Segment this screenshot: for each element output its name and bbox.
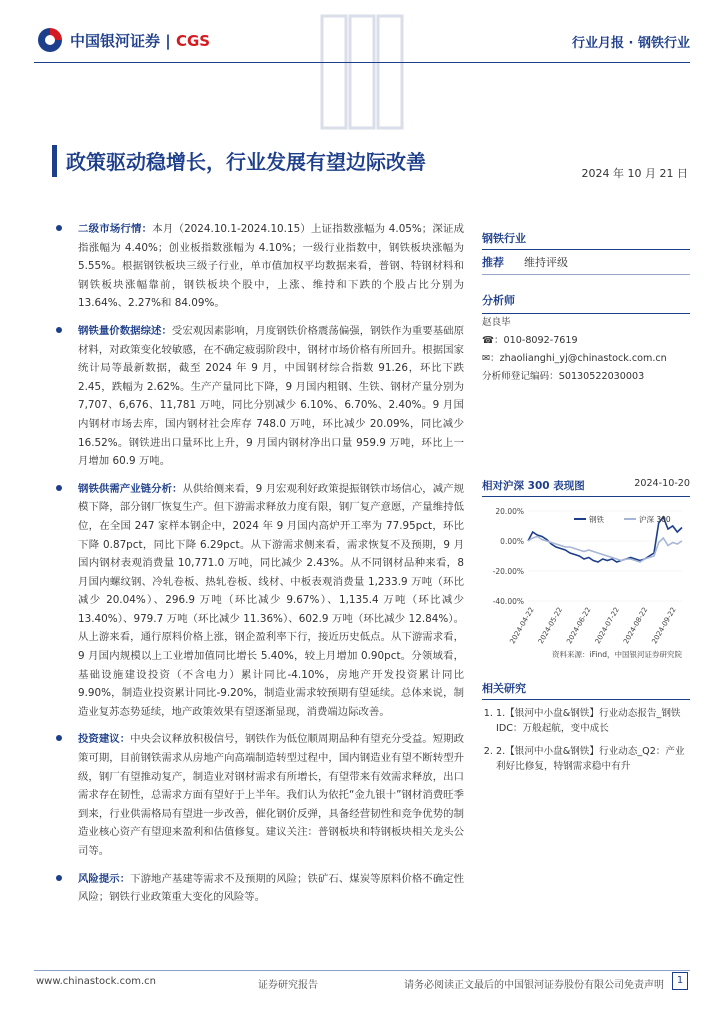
y-tick-label: 0.00% [500,537,524,546]
report-date: 2024 年 10 月 21 日 [581,167,688,180]
rating-label: 推荐 [482,256,504,269]
bullet-icon [56,875,62,881]
paragraph-risk: 风险提示：下游地产基建等需求不及预期的风险；铁矿石、煤炭等原料价格不确定性风险；钢铁行业政策重大变化的风险等。 [54,870,464,907]
paragraph-investment: 投资建议：中央会议释放积极信号，钢铁作为低位顺周期品种有望充分受益。短期政策可期，目前钢铁需求从房地产向高端制造转型过程中，国内钢造业有望不断转型升级，钢厂有望推动复产，制造业对钢材需求有所增长，有望带来有效需求释放，出口需求存在韧性，总需求方面有望好于上半年。我们认为依托“金九银十”钢材消费旺季到来，行业供需格局有望进一步改善，催化钢价反弹，具备经营韧性和竞争优势的制造业核心资产有望迎来盈利和估值修复。建议关注：普钢板块和特钢板块相关龙头公司等。 [54,730,464,860]
series-line-hs300 [528,537,682,563]
analyst-email[interactable]: ✉：zhaolianghi_yj@chinastock.com.cn [482,353,667,364]
chart-panel [482,478,690,665]
chart-source: 资料来源：iFind，中国银河证券研究院 [552,650,682,659]
x-tick-label: 2024-04-22 [508,606,536,646]
relative-performance-chart [482,497,690,662]
related-item[interactable]: 1. 1.【银河中小盘&钢铁】行业动态报告_钢铁 IDC：万般起航，变中成长 [496,706,690,736]
paragraph-price: 钢铁量价数据综述：受宏观因素影响，月度钢铁价格震荡偏强，钢铁作为重要基础原材料，对政策变化较敏感，在不确定疲弱阶段中，钢材市场价格有所回升。根据国家统计局等最新数据，截至 2024 年 9 月，中国钢材综合指数 91.26，环比下跌 2.45，跌幅为 2.62%。生产产量同比下降，9 月国内粗钢、生铁、钢材产量分别为 7,707、6,676、11,781 万吨，同比分别减少 6.10%、6.70%、2.40%。9 月国内钢材市场去库，国内钢材社会库存 748.0 万吨，环比减少 20.09%，同比减少 16.52%。钢铁进出口量环比上升，9 月国内钢材净出口量 959.9 万吨，环比上一月增加 60.9 万吨。 [54,322,464,471]
y-tick-label: -40.00% [492,597,524,606]
rating-row [482,250,690,275]
title-accent-bar [52,145,57,177]
analyst-cert: 分析师登记编码：S0130522030003 [482,371,645,382]
cgs-watermark [316,12,408,132]
bullet-icon [56,225,62,231]
chart-header [482,478,690,497]
y-tick-label: 20.00% [495,507,524,516]
footer-center: 证券研究报告 [258,980,318,991]
bullet-icon [56,735,62,741]
x-tick-label: 2024-07-22 [593,606,621,646]
analyst-name: 赵良毕 [482,317,511,328]
logo-text: 中国银河证券 | CGS [70,31,211,50]
company-logo [36,26,210,54]
chart-date: 2024-10-20 [634,478,690,489]
industry-label: 钢铁行业 [482,230,690,250]
legend-label: 钢铁 [589,515,604,524]
paragraph-supply-demand: 钢铁供需产业链分析：从供给侧来看，9 月宏观利好政策提振钢铁市场信心，减产规模下降，部分钢厂恢复生产。但下游需求释放力度有限，钢厂复产意愿，产量维持低位，在全国 247 家样本钢企中，2024 年 9 月国内高炉开工率为 77.95pct，环比下降 0.87pct，同比下降 6.29pct。从下游需求侧来看，需求恢复不及预期，9 月国内钢材表观消费量 10,771.0 万吨，同比减少 2.43%。从不同钢材品种来看，8 月国内螺纹钢、冷轧卷板、热轧卷板、线材、中板表观消费量 1,233.9 万吨（环比减少 20.04%）、296.9 万吨（环比减少 9.67%）、1,135.4 万吨（环比减少 13.40%）、979.7 万吨（环比减少 11.36%）、602.9 万吨（环比减少 12.84%）。从上游来看，通行原料价格上涨，钢企盈利率下行，接近历史低点。从下游需求看，9 月国内规模以上工业增加值同比增长 5.40%，较上月增加 0.90pct。分领域看，基础设施建设投资（不含电力）累计同比-4.10%，房地产开发投资累计同比 9.90%，制造业投资累计同比-9.20%，制造业需求较预期有望延续。总体来说，制造业复苏态势延续，地产政策效果有望逐渐显现，消费端边际改善。 [54,480,464,722]
analyst-phone: ☎：010-8092-7619 [482,335,578,346]
x-tick-label: 2024-05-22 [536,606,565,646]
sidebar-analyst [482,292,690,386]
y-tick-label: -20.00% [492,567,524,576]
paragraph-market: 二级市场行情：本月（2024.10.1-2024.10.15）上证指数涨幅为 4.05%；深证成指涨幅为 4.40%；创业板指数涨幅为 4.10%；一级行业指数中，钢铁板块涨幅为 5.55%。根据钢铁板块三级子行业，单市值加权平均数据来看，普钢、特钢材料和钢铁板块涨幅靠前，钢铁板块个股中，上涨、维持和下跌的个股占比分别为 13.64%、2.27%和 84.09%。 [54,220,464,313]
footer-divider [34,970,690,971]
sidebar-rating [482,230,690,275]
x-tick-label: 2024-06-22 [565,606,593,646]
bullet-icon [56,485,62,491]
related-heading: 相关研究 [482,680,690,700]
header-divider [34,62,690,63]
x-tick-label: 2024-09-22 [650,606,678,646]
main-content [54,220,464,916]
analyst-heading: 分析师 [482,292,690,314]
related-research [482,680,690,782]
bullet-icon [56,327,62,333]
chart-title: 相对沪深 300 表现图 [482,480,585,492]
report-title: 政策驱动稳增长，行业发展有望边际改善 [66,150,426,174]
x-tick-label: 2024-08-22 [622,606,650,646]
footer-url[interactable]: www.chinastock.com.cn [36,976,156,987]
rating-value: 维持评级 [524,256,568,269]
footer-disclaimer: 请务必阅读正文最后的中国银河证券股份有限公司免责声明 [404,980,664,991]
galaxy-logo-icon [36,26,64,54]
legend-label: 沪深 300 [639,515,671,524]
page-number: 1 [672,972,688,990]
related-item[interactable]: 2. 2.【银河中小盘&钢铁】行业动态_Q2：产业利好比修复，特钢需求稳中有升 [496,744,690,774]
report-type: 行业月报 · 钢铁行业 [572,36,690,51]
